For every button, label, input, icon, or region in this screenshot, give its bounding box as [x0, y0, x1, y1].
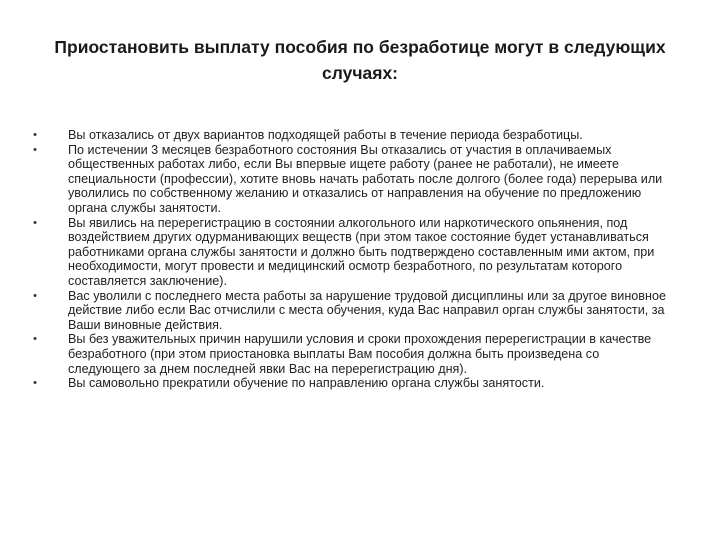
bullet-icon: •: [33, 216, 37, 229]
list-item-text: Вы явились на перерегистрацию в состоянии алкогольного или наркотического опьянения, под воздействием других одурманивающих веществ (при этом такое состояние будет устанавливаться работниками органа службы занятости и должно быть подтверждено составленным ими актом, при необходимости, могут провести и медицинский осмотр безработного, по результатам которого составляется заключение).: [68, 215, 655, 288]
conditions-list: [30, 128, 670, 391]
list-item-text: Вас уволили с последнего места работы за нарушение трудовой дисциплины или за другое виновное действие либо если Вас отчислили с места обучения, куда Вас направил орган службы занятости, за Ваши виновные действия.: [68, 288, 666, 332]
bullet-icon: •: [33, 129, 37, 141]
list-item-text: Вы самовольно прекратили обучение по направлению органа службы занятости.: [68, 376, 545, 391]
bullet-icon: •: [33, 143, 37, 156]
list-item-text: Вы отказались от двух вариантов подходящей работы в течение периода безработицы.: [68, 128, 583, 142]
bullet-icon: •: [33, 289, 37, 302]
bullet-icon: •: [33, 377, 37, 390]
list-item: [30, 376, 670, 391]
list-item: [30, 332, 670, 376]
bullet-icon: •: [33, 333, 37, 346]
list-item: [30, 289, 670, 333]
list-item-text: По истечении 3 месяцев безработного состояния Вы отказались от участия в оплачиваемых общественных работах либо, если Вы впервые ищете работу (ранее не работали), не имеете специальности (профессии), хотите вновь начать работать после долгого (более года) перерыва или уволились по собственному желанию и отказались от направления на обучение по предложению органа службы занятости.: [68, 142, 663, 215]
list-item: [30, 216, 670, 289]
list-item: [30, 128, 670, 143]
list-item-text: Вы без уважительных причин нарушили условия и сроки прохождения перерегистрации в качестве безработного (при этом приостановка выплаты Вам пособия должна быть произведена со следующего за днем последней явки Вас на перерегистрацию дня).: [68, 332, 652, 376]
list-item: [30, 143, 670, 216]
slide-title: Приостановить выплату пособия по безработице могут в следующих случаях:: [54, 37, 666, 83]
